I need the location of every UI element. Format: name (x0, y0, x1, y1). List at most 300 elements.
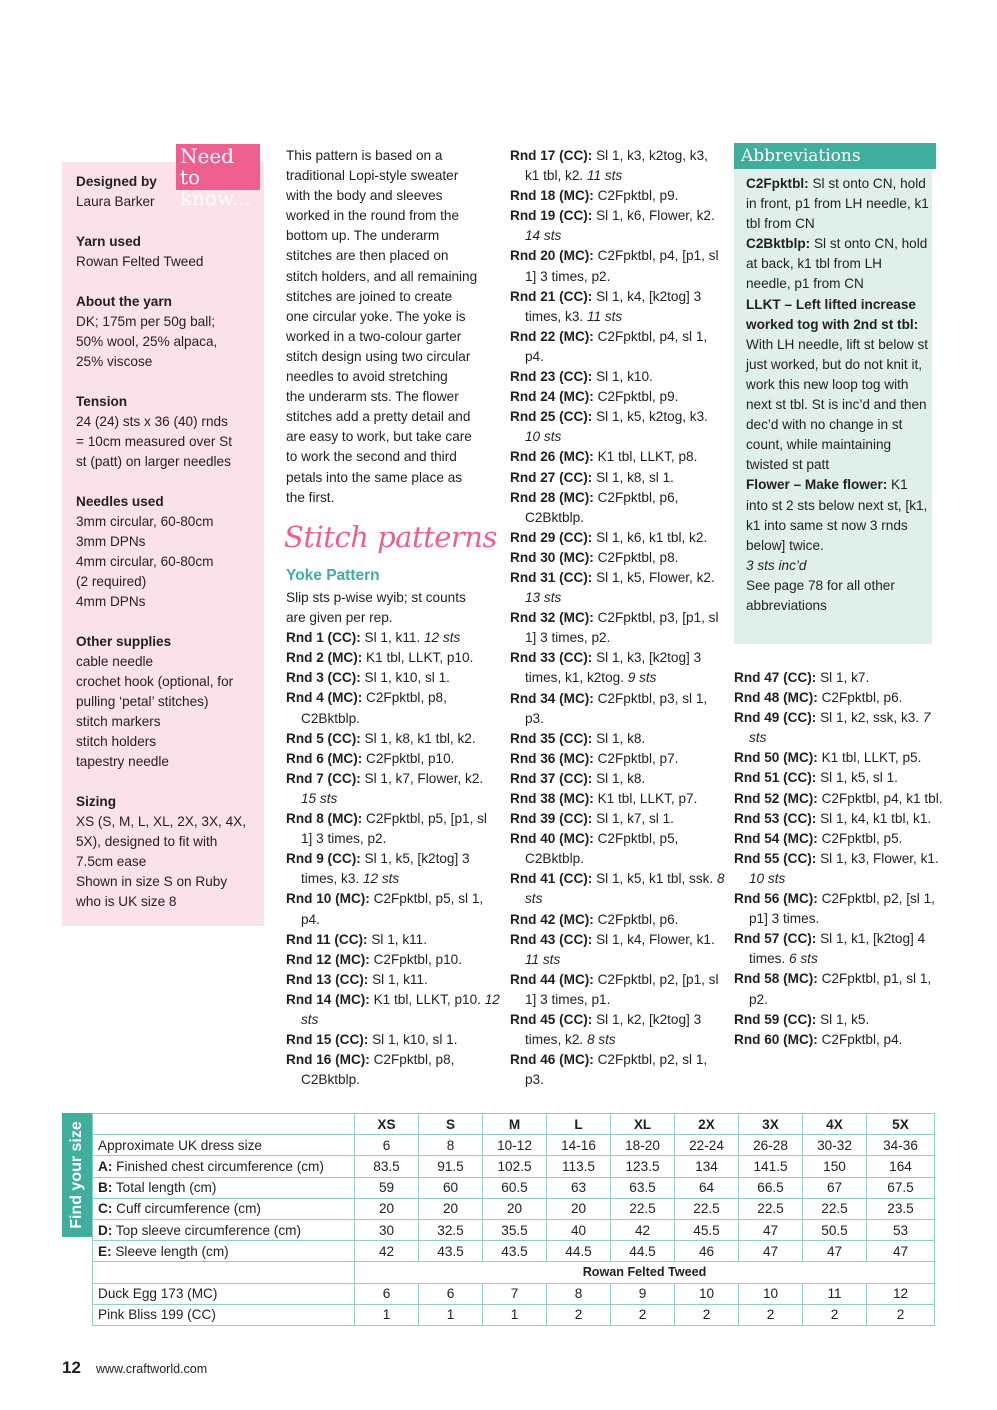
need-section-line: 24 (24) sts x 36 (40) rnds (76, 414, 228, 429)
yoke-intro-line: are given per rep. (286, 610, 393, 626)
round-instruction (510, 568, 725, 608)
round-text: Sl 1, k11. (372, 971, 428, 987)
round-text: C2Fpktbl, p8, C2Bktblp. (301, 690, 447, 726)
stitch-count: 15 sts (301, 790, 338, 806)
stitch-count: 12 sts (301, 991, 500, 1027)
round-instruction (286, 769, 501, 809)
yoke-pattern-heading: Yoke Pattern (286, 567, 380, 584)
size-cell: 8 (419, 1135, 483, 1156)
size-header: XL (611, 1114, 675, 1135)
yarn-cell: 7 (483, 1283, 547, 1304)
size-row-key: E: (98, 1243, 112, 1259)
need-section (76, 292, 258, 372)
round-instruction (510, 407, 725, 447)
round-instruction (734, 849, 949, 889)
round-instruction (510, 488, 725, 528)
size-row-text: Finished chest circumference (cm) (112, 1158, 324, 1174)
need-section-line: 50% wool, 25% alpaca, (76, 334, 218, 349)
yarn-heading-row (93, 1262, 935, 1283)
size-row-label (93, 1156, 355, 1177)
size-cell: 32.5 (419, 1219, 483, 1240)
round-instruction (510, 769, 725, 789)
round-text: C2Fpktbl, p8, C2Bktblp. (301, 1052, 455, 1088)
size-cell: 42 (611, 1219, 675, 1240)
round-label: Rnd 40 (MC): (510, 831, 594, 847)
round-instruction (510, 789, 725, 809)
need-section-heading: Yarn used (76, 234, 141, 249)
round-label: Rnd 38 (MC): (510, 791, 594, 806)
size-header: 3X (739, 1114, 803, 1135)
round-text: Sl 1, k6, k1 tbl, k2. (596, 529, 708, 545)
size-row-text: Total length (cm) (112, 1180, 217, 1196)
size-cell: 46 (675, 1241, 739, 1262)
intro-line: stitch design using two circular (286, 348, 471, 364)
need-section-heading: Sizing (76, 794, 117, 809)
round-instruction (510, 327, 725, 367)
need-section-line: Rowan Felted Tweed (76, 254, 204, 269)
need-section-line: (2 required) (76, 574, 147, 589)
need-section (76, 232, 258, 272)
round-text: K1 tbl, LLKT, p8. (597, 449, 698, 465)
stitch-count: 8 sts (525, 871, 725, 907)
need-section-line: tapestry needle (76, 754, 169, 769)
round-label: Rnd 14 (MC): (286, 991, 370, 1007)
intro-line: worked in a two-colour garter (286, 328, 462, 344)
size-table (92, 1113, 935, 1326)
round-text: K1 tbl, LLKT, p10. (373, 991, 481, 1007)
round-text: C2Fpktbl, p4. (821, 1031, 903, 1047)
round-text: C2Fpktbl, p1, sl 1, p2. (749, 971, 932, 1007)
round-instruction (734, 768, 949, 788)
round-instruction (286, 1050, 501, 1090)
round-text: Sl 1, k4, [k2tog] 3 times, k3. (525, 288, 702, 324)
need-section-heading: Tension (76, 394, 128, 409)
round-text: C2Fpktbl, p2, [p1, sl 1] 3 times, p1. (525, 971, 719, 1007)
round-instruction (510, 367, 725, 387)
round-label: Rnd 17 (CC): (510, 148, 593, 163)
find-your-size-tab (62, 1113, 92, 1237)
round-instruction (510, 468, 725, 488)
abbreviation-item (746, 475, 930, 555)
abbreviation-definition: Sl st onto CN, hold at back, k1 tbl from LH needle, p1 from CN (746, 236, 928, 292)
round-label: Rnd 12 (MC): (286, 951, 370, 967)
need-section-line: who is UK size 8 (76, 894, 177, 909)
round-text: C2Fpktbl, p3, [p1, sl 1] 3 times, p2. (525, 610, 719, 646)
need-section-line: 3mm DPNs (76, 534, 146, 549)
need-section (76, 632, 258, 772)
need-section-line: Laura Barker (76, 194, 155, 209)
need-section-line: st (patt) on larger needles (76, 454, 231, 469)
size-row (93, 1156, 935, 1177)
need-section-line: DK; 175m per 50g ball; (76, 314, 216, 329)
round-label: Rnd 13 (CC): (286, 971, 369, 987)
need-section-heading: Designed by (76, 174, 157, 189)
round-label: Rnd 58 (MC): (734, 971, 818, 987)
size-cell: 22.5 (739, 1198, 803, 1219)
round-label: Rnd 52 (MC): (734, 790, 818, 806)
round-text: C2Fpktbl, p6. (821, 690, 903, 706)
round-instruction (510, 809, 725, 829)
stitch-count: 12 sts (362, 871, 400, 887)
size-header: L (547, 1114, 611, 1135)
size-cell: 67 (803, 1177, 867, 1198)
intro-line: stitches add a pretty detail and (286, 409, 471, 425)
round-label: Rnd 21 (CC): (510, 288, 593, 304)
round-text: C2Fpktbl, p5, [p1, sl 1] 3 times, p2. (301, 811, 487, 847)
size-cell: 64 (675, 1177, 739, 1198)
round-instruction (286, 849, 501, 889)
round-text: K1 tbl, LLKT, p5. (821, 750, 922, 766)
size-cell: 66.5 (739, 1177, 803, 1198)
round-instruction (286, 1030, 501, 1050)
round-label: Rnd 27 (CC): (510, 469, 593, 485)
stitch-count: 6 sts (789, 951, 818, 967)
round-text: C2Fpktbl, p10. (366, 750, 455, 766)
intro-line: the underarm sts. The flower (286, 389, 459, 405)
size-cell: 43.5 (483, 1241, 547, 1262)
size-row-text: Sleeve length (cm) (111, 1243, 229, 1259)
round-text: Sl 1, k7, sl 1. (596, 811, 674, 827)
round-text: Sl 1, k4, k1 tbl, k1. (820, 810, 932, 826)
round-instruction (286, 668, 501, 688)
round-text: C2Fpktbl, p2, [sl 1, p1] 3 times. (749, 891, 935, 927)
size-header-row (93, 1114, 935, 1135)
round-instruction (510, 829, 725, 869)
round-text: K1 tbl, LLKT, p10. (366, 650, 474, 666)
size-cell: 42 (355, 1241, 419, 1262)
size-cell: 83.5 (355, 1156, 419, 1177)
size-cell: 22.5 (611, 1198, 675, 1219)
yarn-cell: 1 (483, 1304, 547, 1325)
round-label: Rnd 5 (CC): (286, 730, 361, 746)
abbreviation-term: LLKT – Left lifted increase worked tog with 2nd st tbl: (746, 296, 919, 332)
size-cell: 23.5 (867, 1198, 935, 1219)
intro-text (286, 146, 496, 508)
size-cell: 59 (355, 1177, 419, 1198)
round-instruction (734, 929, 949, 969)
size-cell: 43.5 (419, 1241, 483, 1262)
stitch-patterns-heading: Stitch patterns (284, 520, 497, 554)
round-text: C2Fpktbl, p4, [p1, sl 1] 3 times, p2. (525, 248, 719, 284)
round-label: Rnd 28 (MC): (510, 489, 594, 505)
round-label: Rnd 57 (CC): (734, 931, 817, 947)
need-section (76, 792, 258, 912)
intro-line: with the body and sleeves (286, 188, 443, 204)
yarn-heading: Rowan Felted Tweed (355, 1262, 935, 1283)
round-text: Sl 1, k8, k1 tbl, k2. (364, 730, 476, 746)
round-text: Sl 1, k8. (596, 770, 646, 786)
yarn-cell: 1 (355, 1304, 419, 1325)
stitch-count: 13 sts (525, 590, 562, 606)
intro-line: worked in the round from the (286, 208, 460, 224)
intro-line: This pattern is based on a (286, 148, 443, 163)
round-text: Sl 1, k10. (596, 369, 653, 385)
pattern-column-1 (286, 588, 501, 1090)
size-cell: 6 (355, 1135, 419, 1156)
round-text: Sl 1, k5, Flower, k2. (596, 569, 715, 585)
size-cell: 123.5 (611, 1156, 675, 1177)
need-section-line: = 10cm measured over St (76, 434, 233, 449)
size-cell: 44.5 (547, 1241, 611, 1262)
round-label: Rnd 55 (CC): (734, 850, 817, 866)
round-label: Rnd 46 (MC): (510, 1052, 594, 1068)
yarn-row (93, 1304, 935, 1325)
abbreviation-definition: K1 into st 2 sts below next st, [k1, k1 into same st now 3 rnds below] twice. (746, 477, 928, 553)
abbreviation-term: C2Fpktbl: (746, 176, 809, 191)
round-label: Rnd 33 (CC): (510, 650, 593, 666)
need-section-line: crochet hook (optional, for (76, 674, 234, 689)
size-row-label (93, 1241, 355, 1262)
round-instruction (734, 809, 949, 829)
round-label: Rnd 30 (MC): (510, 549, 594, 565)
stitch-count: 10 sts (525, 429, 562, 445)
yarn-cell: 11 (803, 1283, 867, 1304)
round-instruction (510, 246, 725, 286)
size-cell: 63 (547, 1177, 611, 1198)
find-your-size-label: Find your size (68, 1121, 85, 1229)
stitch-count: 11 sts (525, 951, 561, 967)
need-section-line: 3mm circular, 60-80cm (76, 514, 214, 529)
round-text: C2Fpktbl, p9. (597, 389, 679, 405)
yarn-cell: 2 (547, 1304, 611, 1325)
round-instruction (734, 668, 949, 688)
size-row-text: Top sleeve circumference (cm) (112, 1222, 301, 1238)
round-instruction (510, 548, 725, 568)
abbreviations-content (746, 174, 930, 616)
intro-line: bottom up. The underarm (286, 228, 440, 244)
size-header: 2X (675, 1114, 739, 1135)
size-cell: 22.5 (675, 1198, 739, 1219)
round-text: Sl 1, k10, sl 1. (364, 670, 450, 686)
round-text: C2Fpktbl, p9. (597, 188, 679, 204)
size-cell: 60 (419, 1177, 483, 1198)
round-label: Rnd 6 (MC): (286, 750, 363, 766)
round-label: Rnd 48 (MC): (734, 690, 818, 706)
size-cell: 141.5 (739, 1156, 803, 1177)
round-text: C2Fpktbl, p6, C2Bktblp. (525, 489, 679, 525)
round-instruction (510, 869, 725, 909)
yarn-heading-blank (93, 1262, 355, 1283)
round-label: Rnd 37 (CC): (510, 770, 593, 786)
size-cell: 150 (803, 1156, 867, 1177)
round-text: C2Fpktbl, p5. (821, 830, 903, 846)
stitch-count: 8 sts (586, 1032, 616, 1048)
size-cell: 47 (867, 1241, 935, 1262)
round-label: Rnd 34 (MC): (510, 690, 594, 706)
yarn-cell: 2 (803, 1304, 867, 1325)
size-row-key: A: (98, 1158, 113, 1174)
round-text: Sl 1, k10, sl 1. (372, 1032, 458, 1048)
intro-line: needles to avoid stretching (286, 369, 448, 385)
size-cell: 40 (547, 1219, 611, 1240)
round-text: Sl 1, k5. (820, 1011, 870, 1027)
size-cell: 18-20 (611, 1135, 675, 1156)
size-row-key: B: (98, 1180, 113, 1196)
round-instruction (510, 447, 725, 467)
round-text: C2Fpktbl, p7. (597, 750, 679, 766)
round-label: Rnd 22 (MC): (510, 328, 594, 344)
size-row-label (93, 1219, 355, 1240)
round-label: Rnd 20 (MC): (510, 248, 594, 264)
round-text: C2Fpktbl, p10. (373, 951, 463, 967)
round-text: K1 tbl, LLKT, p7. (597, 791, 698, 806)
pattern-column-3 (734, 668, 949, 1050)
size-cell: 47 (739, 1219, 803, 1240)
round-label: Rnd 9 (CC): (286, 851, 361, 867)
size-cell: 35.5 (483, 1219, 547, 1240)
round-text: C2Fpktbl, p5, C2Bktblp. (525, 831, 679, 867)
size-cell: 10-12 (483, 1135, 547, 1156)
need-section-heading: About the yarn (76, 294, 172, 309)
round-label: Rnd 59 (CC): (734, 1011, 817, 1027)
need-section-line: 4mm circular, 60-80cm (76, 554, 214, 569)
size-header: M (483, 1114, 547, 1135)
yoke-intro-line: Slip sts p-wise wyib; st counts (286, 590, 466, 605)
need-section-heading: Other supplies (76, 634, 172, 649)
size-row (93, 1241, 935, 1262)
round-label: Rnd 51 (CC): (734, 770, 817, 786)
intro-line: stitch holders, and all remaining (286, 268, 478, 284)
round-label: Rnd 60 (MC): (734, 1031, 818, 1047)
round-text: Sl 1, k8, sl 1. (596, 469, 674, 485)
size-row-key: D: (98, 1222, 113, 1238)
stitch-count: 12 sts (424, 630, 461, 646)
need-section-line: pulling ‘petal’ stitches) (76, 694, 209, 709)
round-label: Rnd 26 (MC): (510, 449, 594, 465)
round-text: C2Fpktbl, p6. (597, 911, 679, 927)
size-row (93, 1177, 935, 1198)
abbreviations-footer: See page 78 for all other abbreviations (746, 577, 895, 613)
round-text: Sl 1, k5, k1 tbl, ssk. (596, 871, 714, 887)
round-instruction (510, 608, 725, 648)
round-label: Rnd 31 (CC): (510, 569, 593, 585)
round-text: Sl 1, k5, k2tog, k3. (596, 409, 708, 425)
round-label: Rnd 47 (CC): (734, 670, 817, 685)
round-text: C2Fpktbl, p4, sl 1, p4. (525, 328, 708, 364)
round-label: Rnd 29 (CC): (510, 529, 593, 545)
size-row (93, 1135, 935, 1156)
round-instruction (286, 648, 501, 668)
size-cell: 50.5 (803, 1219, 867, 1240)
stitch-count: 11 sts (586, 308, 623, 324)
round-label: Rnd 39 (CC): (510, 811, 593, 827)
need-section (76, 172, 258, 212)
round-instruction (510, 648, 725, 688)
size-cell: 47 (803, 1241, 867, 1262)
round-text: Sl 1, k11. (371, 931, 428, 947)
round-instruction (286, 990, 501, 1030)
round-instruction (510, 1010, 725, 1050)
size-cell: 30 (355, 1219, 419, 1240)
round-text: Sl 1, k7, Flower, k2. (364, 770, 484, 786)
round-label: Rnd 43 (CC): (510, 931, 593, 947)
round-label: Rnd 41 (CC): (510, 871, 593, 887)
round-label: Rnd 18 (MC): (510, 188, 594, 204)
round-text: C2Fpktbl, p5, sl 1, p4. (301, 891, 484, 927)
size-cell: 91.5 (419, 1156, 483, 1177)
round-label: Rnd 54 (MC): (734, 830, 818, 846)
round-label: Rnd 16 (MC): (286, 1052, 370, 1068)
round-text: Sl 1, k3, k2tog, k3, k1 tbl, k2. (525, 148, 708, 184)
yarn-cell: 10 (675, 1283, 739, 1304)
round-label: Rnd 2 (MC): (286, 650, 363, 666)
yarn-row (93, 1283, 935, 1304)
size-cell: 14-16 (547, 1135, 611, 1156)
need-to-know-tag: Need to know... (176, 144, 260, 190)
abbreviation-note: 3 sts inc’d (746, 557, 807, 573)
size-cell: 44.5 (611, 1241, 675, 1262)
round-label: Rnd 19 (CC): (510, 208, 593, 224)
round-text: C2Fpktbl, p3, sl 1, p3. (525, 690, 708, 726)
size-cell: 20 (483, 1198, 547, 1219)
round-text: Sl 1, k1, [k2tog] 4 times. (749, 931, 926, 967)
round-text: Sl 1, k5, sl 1. (820, 770, 898, 786)
abbreviation-term: Flower – Make flower: (746, 477, 888, 493)
round-label: Rnd 10 (MC): (286, 891, 370, 907)
round-instruction (286, 729, 501, 749)
round-text: Sl 1, k6, Flower, k2. (596, 208, 715, 224)
need-section (76, 392, 258, 472)
round-label: Rnd 42 (MC): (510, 911, 594, 927)
size-cell: 20 (547, 1198, 611, 1219)
size-cell: 45.5 (675, 1219, 739, 1240)
intro-line: stitches are joined to create (286, 288, 453, 304)
abbreviation-item (746, 174, 930, 234)
round-instruction (286, 809, 501, 849)
size-header: XS (355, 1114, 419, 1135)
round-label: Rnd 44 (MC): (510, 971, 594, 987)
yarn-cell: 2 (867, 1304, 935, 1325)
footer-url: www.craftworld.com (96, 1362, 208, 1376)
round-instruction (286, 930, 501, 950)
round-label: Rnd 50 (MC): (734, 750, 818, 766)
size-header: 4X (803, 1114, 867, 1135)
round-label: Rnd 49 (CC): (734, 710, 817, 726)
round-instruction (734, 829, 949, 849)
yarn-cell: 8 (547, 1283, 611, 1304)
round-instruction (510, 930, 725, 970)
round-label: Rnd 45 (CC): (510, 1012, 593, 1028)
yarn-cell: 6 (355, 1283, 419, 1304)
intro-line: to work the second and third (286, 449, 457, 465)
stitch-count: 7 sts (749, 710, 931, 746)
abbreviation-definition: Sl st onto CN, hold in front, p1 from LH needle, k1 tbl from CN (746, 176, 929, 232)
size-cell: 134 (675, 1156, 739, 1177)
yarn-cell: 12 (867, 1283, 935, 1304)
stitch-count: 11 sts (586, 168, 623, 184)
round-label: Rnd 7 (CC): (286, 770, 361, 786)
round-label: Rnd 11 (CC): (286, 931, 368, 947)
round-instruction (510, 146, 725, 186)
round-text: Sl 1, k2, ssk, k3. (820, 710, 920, 726)
need-section-line: Shown in size S on Ruby (76, 874, 228, 889)
size-row-label (93, 1198, 355, 1219)
size-row-text: Approximate UK dress size (98, 1137, 262, 1153)
round-instruction (510, 689, 725, 729)
size-cell: 102.5 (483, 1156, 547, 1177)
size-header: 5X (867, 1114, 935, 1135)
round-instruction (510, 729, 725, 749)
round-label: Rnd 15 (CC): (286, 1032, 369, 1048)
need-section-line: stitch holders (76, 734, 157, 749)
size-row-label (93, 1135, 355, 1156)
size-row (93, 1198, 935, 1219)
stitch-count: 14 sts (525, 228, 562, 244)
round-text: Sl 1, k8. (596, 730, 646, 746)
size-row-text: Cuff circumference (cm) (112, 1201, 261, 1217)
need-section-line: 4mm DPNs (76, 594, 146, 609)
pattern-column-2 (510, 146, 725, 1090)
